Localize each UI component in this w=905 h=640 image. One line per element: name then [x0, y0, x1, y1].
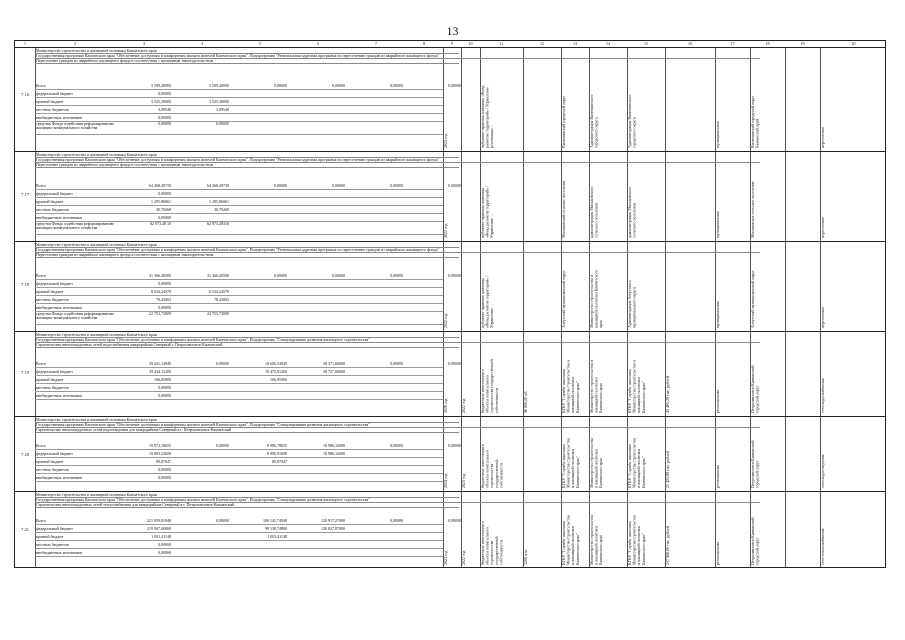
funding-source-label: краевой бюджет [36, 289, 64, 294]
total-value: 0,00000 [158, 91, 171, 96]
year-value: 10 986,32000 [323, 451, 345, 456]
year-value: 28 371,60000 [323, 361, 345, 366]
funding-row [35, 90, 443, 98]
column-13-text: КГКУ "Служба заказчика Министерства строительства и жилищной политики Камчатского края" [561, 515, 580, 565]
year-value: 22 753,73009 [207, 311, 229, 316]
funding-row [35, 392, 443, 400]
ministry-header: Министерство строительства и жилищной политики Камчатского края [35, 152, 459, 158]
program-header: Государственная программа Камчатского края "Обеспечение доступным и комфортным жильем жителей Камчатского края". Подпрограмма "Региональная адресная программа по переселению граждан из аварийного жилищного фонда" [35, 53, 760, 59]
funding-row [35, 458, 443, 466]
column-15-text: Администрация Вилючинского городского округа [627, 94, 637, 148]
column-18-text: Алеутский муниципальный округ [750, 270, 755, 328]
column-14-text: Министерство строительства и жилищной политики Камчатского края [589, 438, 604, 488]
funding-row [35, 450, 443, 458]
funding-row [35, 106, 443, 114]
funding-row [35, 549, 443, 557]
column-12-text: 1200 п.м. [523, 549, 528, 565]
column-11-text: бюджетные инвестиции в объекты капитального строительства государственной собственности [480, 444, 504, 488]
column-18-text: Петропавловск-Камчатский городской округ [750, 440, 760, 488]
column-20-text: сети теплоснабжения [820, 528, 825, 565]
year-value: 1 003,41148 [267, 534, 287, 539]
total-value: 39 234,11200 [149, 369, 171, 374]
column-17-text: муниципальная [715, 211, 720, 238]
row-number: 7.20 [21, 452, 29, 457]
funding-source-label: Всего [36, 443, 46, 448]
program-section [15, 416, 885, 491]
total-value: 0,00000 [158, 393, 171, 398]
column-11-text: публично-правовая компания «Фонд развития территорий» / Управление ... [480, 185, 495, 238]
total-value: 0,00000 [158, 475, 171, 480]
column-15-text: КГКУ "Служба заказчика Министерства строительства и жилищной политики Камчатского края" [627, 360, 646, 413]
column-13-text: Алеутский муниципальный округ [561, 270, 566, 328]
year-value: 0,00000 [390, 83, 403, 88]
program-section [15, 47, 885, 151]
year-value: 8 534,24578 [209, 289, 229, 294]
column-18-text: Петропавловск-Камчатский городской округ [750, 517, 760, 565]
funding-source-label: федеральный бюджет [36, 369, 73, 374]
year-value: 0,00000 [216, 361, 229, 366]
total-value: 0,00000 [158, 115, 171, 120]
funding-source-label: внебюджетных источников [36, 475, 83, 480]
year-value: 89,87047 [272, 459, 287, 464]
total-value: 64 268,49739 [149, 183, 171, 188]
column-17-text: муниципальная [715, 121, 720, 148]
column-19-text [786, 438, 819, 488]
column-10-text: 2022 год [461, 398, 466, 413]
funding-source-label: Всего [36, 361, 46, 366]
column-14-text: Министерство строительства и жилищной политики Камчатского края [589, 360, 604, 413]
column-10-text [462, 178, 479, 238]
column-19-text [786, 178, 819, 238]
funding-row [35, 376, 443, 384]
column-number: 2 [74, 41, 76, 46]
total-value: 78,43002 [156, 297, 171, 302]
funding-source-label: краевой бюджет [36, 459, 64, 464]
total-value: 0,00000 [158, 281, 171, 286]
column-10-text [462, 78, 479, 148]
column-16-text [666, 178, 714, 238]
column-number: 9 [451, 41, 453, 46]
funding-source-label: федеральный бюджет [36, 451, 73, 456]
column-18-text: Петропавловск-Камчатский городской округ [750, 365, 760, 413]
funding-source-label: внебюджетных источников [36, 550, 83, 555]
funding-row [35, 122, 443, 135]
funding-row [35, 288, 443, 296]
column-17-text: региональная [715, 464, 720, 488]
program-header: Государственная программа Камчатского края "Обеспечение доступным и комфортным жильем жителей Камчатского края". Подпрограмма "Стимулирование развития жилищного строительства" [35, 422, 760, 428]
column-10-text: 2023 год [461, 473, 466, 488]
column-12-text [524, 268, 560, 328]
row-number: 7.16 [21, 92, 29, 97]
column-number: 14 [606, 41, 610, 46]
program-header: Государственная программа Камчатского края "Обеспечение доступным и комфортным жильем жителей Камчатского края". Подпрограмма "Стимулирование развития жилищного строительства" [35, 497, 760, 503]
row-number: 7.21 [21, 527, 29, 532]
funding-source-label: местных бюджетов [36, 467, 69, 472]
funding-row [35, 474, 443, 482]
object-header: Строительство внеплощадочных сетей водоотведения для микрорайона Северный в г. Петропавловск-Камчатский [35, 427, 459, 433]
total-value: 19 883,23608 [149, 451, 171, 456]
column-number: 5 [259, 41, 261, 46]
column-14-text: Министерство строительства и жилищной политики Камчатского края [589, 269, 604, 328]
year-value: 3 525,30000 [209, 99, 229, 104]
funding-source-label: краевой бюджет [36, 377, 64, 382]
column-17-text: региональная [715, 541, 720, 565]
ministry-header: Министерство строительства и жилищной политики Камчатского края [35, 242, 459, 248]
column-12-text [524, 78, 560, 148]
column-number: 1 [24, 41, 26, 46]
funding-source-label: краевой бюджет [36, 99, 64, 104]
column-number: 12 [540, 41, 544, 46]
funding-row [35, 517, 461, 525]
column-number: 17 [730, 41, 735, 46]
year-value: 120 827,87000 [321, 526, 345, 531]
column-19-text [786, 268, 819, 328]
funding-row [35, 312, 443, 325]
total-value: 0,00000 [158, 542, 171, 547]
program-section [15, 331, 885, 416]
year-value: 1 295,86061 [209, 199, 229, 204]
column-number: 8 [423, 41, 425, 46]
funding-source-label: Всего [36, 83, 46, 88]
total-value: 8 534,24578 [151, 289, 171, 294]
total-value: 0,00000 [158, 467, 171, 472]
column-number: 15 [644, 41, 648, 46]
ministry-header: Министерство строительства и жилищной политики Камчатского края [35, 332, 459, 338]
year-value: 0,00000 [216, 518, 229, 523]
funding-source-label: внебюджетных источников [36, 115, 83, 120]
funding-row [35, 198, 443, 206]
program-header: Государственная программа Камчатского края "Обеспечение доступным и комфортным жильем жителей Камчатского края". Подпрограмма "Стимулирование развития жилищного строительства" [35, 337, 760, 343]
total-value: 1 295,86061 [151, 199, 171, 204]
column-10-text: 2022 год [461, 550, 466, 565]
year-value: 10 475,91200 [265, 369, 287, 374]
column-15-text: Администрация Алеутского муниципального округа [627, 280, 637, 328]
column-9-text: 2026 год [443, 398, 448, 413]
object-header: Переселение граждан из аварийного жилищного фонда в соответствии с жилищным законодательством [35, 162, 459, 168]
total-value: 39 421,14949 [149, 361, 171, 366]
program-section [15, 491, 885, 568]
total-value: 106,05900 [154, 377, 171, 382]
column-number: 19 [800, 41, 805, 46]
ministry-header: Министерство строительства и жилищной политики Камчатского края [35, 492, 459, 498]
object-header: Строительство внеплощадочных сетей теплоснабжения для микрорайона Северный в г. Петропавловск-Камчатский [35, 502, 459, 508]
column-12-text [524, 178, 560, 238]
funding-row [35, 360, 461, 368]
funding-row [35, 533, 443, 541]
funding-row [35, 98, 443, 106]
column-20-text: переселение [820, 126, 825, 148]
column-13-text: КГКУ "Служба заказчика Министерства строительства и жилищной политики Камчатского края" [561, 438, 580, 488]
year-value: 3 599,40000 [209, 83, 229, 88]
total-value: 89,87047 [156, 459, 171, 464]
row-number: 7.17 [21, 192, 29, 197]
column-16-text: 237 966,60 тыс. рублей [665, 526, 670, 565]
ministry-header: Министерство строительства и жилищной политики Камчатского края [35, 417, 459, 423]
column-20-text: переселение [820, 216, 825, 238]
funding-row [35, 182, 461, 190]
year-value: 10 986,32000 [323, 443, 345, 448]
funding-row [35, 442, 461, 450]
column-16-text [666, 78, 714, 148]
column-20-text: сети водоснабжения [820, 378, 825, 413]
total-value: 3 599,40000 [151, 83, 171, 88]
funding-source-label: средства Фонда содействия реформированию жилищно-коммунального хозяйства [36, 121, 114, 130]
funding-source-label: федеральный бюджет [36, 526, 73, 531]
program-section [15, 241, 885, 331]
year-value: 0,00000 [390, 361, 403, 366]
year-value: 120 917,27000 [321, 518, 345, 523]
year-value: 100 141,74948 [263, 518, 287, 523]
funding-row [35, 525, 443, 533]
year-value: 30,70268 [214, 207, 229, 212]
year-value: 0,00000 [332, 273, 345, 278]
funding-row [35, 222, 443, 235]
column-number: 20 [851, 41, 856, 46]
funding-source-label: местных бюджетов [36, 207, 69, 212]
year-value: 0,00000 [332, 83, 345, 88]
total-value: 31 366,40580 [149, 273, 171, 278]
column-number: 16 [688, 41, 692, 46]
funding-source-label: Всего [36, 518, 46, 523]
year-value: 0,00000 [274, 183, 287, 188]
column-14-text: Администрация Вилючинского городского округа [589, 94, 599, 148]
year-value: 8 896,91608 [267, 451, 287, 456]
column-9-text: 2022 год [443, 313, 448, 328]
total-value: 221 059,01948 [147, 518, 171, 523]
funding-source-label: федеральный бюджет [36, 191, 73, 196]
program-section [15, 151, 885, 241]
column-11-text: публично-правовая компания «Фонд развития территорий» / Управление реализации ... [480, 85, 495, 148]
year-value: 0,00000 [216, 121, 229, 126]
program-header: Государственная программа Камчатского края "Обеспечение доступным и комфортным жильем жителей Камчатского края". Подпрограмма "Региональная адресная программа по переселению граждан из аварийного жилищного фонда" [35, 157, 760, 163]
funding-source-label: внебюджетных источников [36, 215, 83, 220]
year-value: 62 973,48310 [207, 221, 229, 226]
year-value: 0,00000 [448, 518, 461, 523]
year-value: 0,00000 [332, 183, 345, 188]
column-18-text: Мильковское сельское поселение [750, 181, 755, 238]
year-value: 0,00000 [274, 273, 287, 278]
year-value: 0,00000 [448, 273, 461, 278]
column-14-text: Министерство строительства и жилищной политики Камчатского края [589, 515, 604, 565]
column-number: 6 [317, 41, 319, 46]
year-value: 10 680,54949 [265, 361, 287, 366]
column-15-text: администрация Мильковского сельского поселения [627, 186, 637, 238]
funding-source-label: местных бюджетов [36, 107, 69, 112]
column-12-text [524, 438, 560, 488]
column-11-text: бюджетные инвестиции в объекты капитального строительства государственной собственности [480, 521, 504, 565]
total-value: 62 973,48 10 [150, 221, 171, 226]
funding-source-label: местных бюджетов [36, 542, 69, 547]
funding-source-label: внебюджетных источников [36, 393, 83, 398]
total-value: 0,00000 [158, 550, 171, 555]
total-value: 30,70268 [156, 207, 171, 212]
funding-row [35, 466, 443, 474]
year-value: 0,00000 [390, 273, 403, 278]
funding-source-label: средства Фонда содействия реформированию жилищно-коммунального хозяйства [36, 311, 114, 320]
year-value: 0,00000 [390, 183, 403, 188]
column-number: 10 [468, 41, 473, 46]
funding-row [35, 82, 461, 90]
column-number: 4 [201, 41, 203, 46]
year-value: 0,00000 [448, 361, 461, 366]
funding-source-label: федеральный бюджет [36, 91, 73, 96]
column-19-text [786, 513, 819, 565]
funding-row [35, 541, 443, 549]
funding-row [35, 384, 443, 392]
total-value: 0,00000 [158, 385, 171, 390]
column-11-text: публично-правовая компания «Фонд развития территорий» / Управление ... [480, 275, 495, 328]
funding-source-label: краевой бюджет [36, 534, 64, 539]
year-value: 31 366,40580 [207, 273, 229, 278]
column-16-text: 21 425,89 тыс. рублей [665, 451, 670, 488]
column-9-text: 2024 год [443, 473, 448, 488]
column-10-text [462, 268, 479, 328]
total-value: 0,00000 [158, 191, 171, 196]
year-value: 99 138,74800 [265, 526, 287, 531]
column-9-text: 2022 год [443, 133, 448, 148]
total-value: 219 967,60800 [147, 526, 171, 531]
funding-source-label: внебюджетных источников [36, 305, 83, 310]
column-11-text: бюджетные инвестиции в объекты капитального строительства государственной собственности [480, 359, 499, 413]
object-header: Строительство внеплощадочных сетей водоснабжения микрорайона Северный г. Петропавловск-Камчатский [35, 342, 459, 348]
total-value: 0,00000 [158, 121, 171, 126]
column-9-text: 2022 год [443, 223, 448, 238]
row-number: 7.19 [21, 370, 29, 375]
column-16-text: 43 465,28 тыс. рублей [665, 376, 670, 413]
funding-row [35, 296, 443, 304]
column-19-text [786, 78, 819, 148]
year-value: 0,00000 [448, 443, 461, 448]
page-number: 13 [446, 24, 459, 38]
year-value: 0,00000 [390, 518, 403, 523]
column-14-text: администрация Мильковского сельского поселения [589, 186, 599, 238]
year-value: 8 986,78655 [267, 443, 287, 448]
year-value: 3,09540 [216, 107, 229, 112]
column-20-text: переселение [820, 306, 825, 328]
funding-row [35, 280, 443, 288]
total-value: 0,00000 [158, 215, 171, 220]
column-13-text: Мильковский сельское поселение [561, 180, 566, 238]
ministry-header: Министерство строительства и жилищной политики Камчатского края [35, 48, 459, 54]
total-value: 19 973,10655 [149, 443, 171, 448]
column-number: 13 [573, 41, 577, 46]
total-value: 1 091,41148 [151, 534, 171, 539]
column-number: 18 [765, 41, 770, 46]
budget-table [14, 40, 886, 568]
year-value: 28 757,00000 [323, 369, 345, 374]
object-header: Переселение граждан из аварийного жилищного фонда в соответствии с жилищным законодательством [35, 252, 459, 258]
column-17-text: региональная [715, 389, 720, 413]
column-20-text: сети водоотведения [820, 454, 825, 488]
column-16-text [666, 268, 714, 328]
year-value: 0,00000 [274, 83, 287, 88]
funding-source-label: Всего [36, 273, 46, 278]
column-13-text: Вилючинский городской округ [561, 95, 566, 148]
year-value: 0,00000 [216, 443, 229, 448]
column-15-text: КГКУ "Служба заказчика Министерства строительства и жилищной политики Камчатского края" [627, 515, 646, 565]
year-value: 0,00000 [448, 183, 461, 188]
column-13-text: КГКУ "Служба заказчика Министерства строительства и жилищной политики Камчатского края" [561, 360, 580, 413]
funding-source-label: Всего [36, 183, 46, 188]
year-value: 64 268,49739 [207, 183, 229, 188]
column-number: 7 [375, 41, 377, 46]
total-value: 3,09540 [158, 107, 171, 112]
program-header: Государственная программа Камчатского края "Обеспечение доступным и комфортным жильем жителей Камчатского края". Подпрограмма "Региональная адресная программа по переселению граждан из аварийного жилищного фонда" [35, 247, 760, 253]
column-12-text: 96 000,00 м3 [523, 391, 528, 413]
year-value: 78,43002 [214, 297, 229, 302]
column-17-text: муниципальная [715, 301, 720, 328]
column-18-text: Вилючинский городской округ Камчатский край [750, 95, 760, 148]
column-9-text: 2024 год [443, 550, 448, 565]
column-number: 3 [143, 41, 145, 46]
column-15-text: КГКУ "Служба заказчика Министерства строительства и жилищной политики Камчатского края" [627, 438, 646, 488]
funding-row [35, 368, 443, 376]
column-number: 11 [499, 41, 504, 46]
funding-row [35, 206, 443, 214]
funding-row [35, 190, 443, 198]
year-value: 0,00000 [390, 443, 403, 448]
year-value: 0,00000 [448, 83, 461, 88]
row-number: 7.18 [21, 282, 29, 287]
total-value: 22 753,73009 [149, 311, 171, 316]
funding-row [35, 272, 461, 280]
column-19-text [786, 356, 819, 413]
funding-source-label: местных бюджетов [36, 297, 69, 302]
funding-source-label: средства Фонда содействия реформированию жилищно-коммунального хозяйства [36, 221, 114, 230]
total-value: 3 525,30000 [151, 99, 171, 104]
object-header: Переселение граждан из аварийного жилищного фонда в соответствии с жилищным законодательством [35, 58, 459, 64]
year-value: 106,05900 [270, 377, 287, 382]
funding-source-label: федеральный бюджет [36, 281, 73, 286]
funding-source-label: краевой бюджет [36, 199, 64, 204]
total-value: 0,00000 [158, 305, 171, 310]
funding-source-label: местных бюджетов [36, 385, 69, 390]
